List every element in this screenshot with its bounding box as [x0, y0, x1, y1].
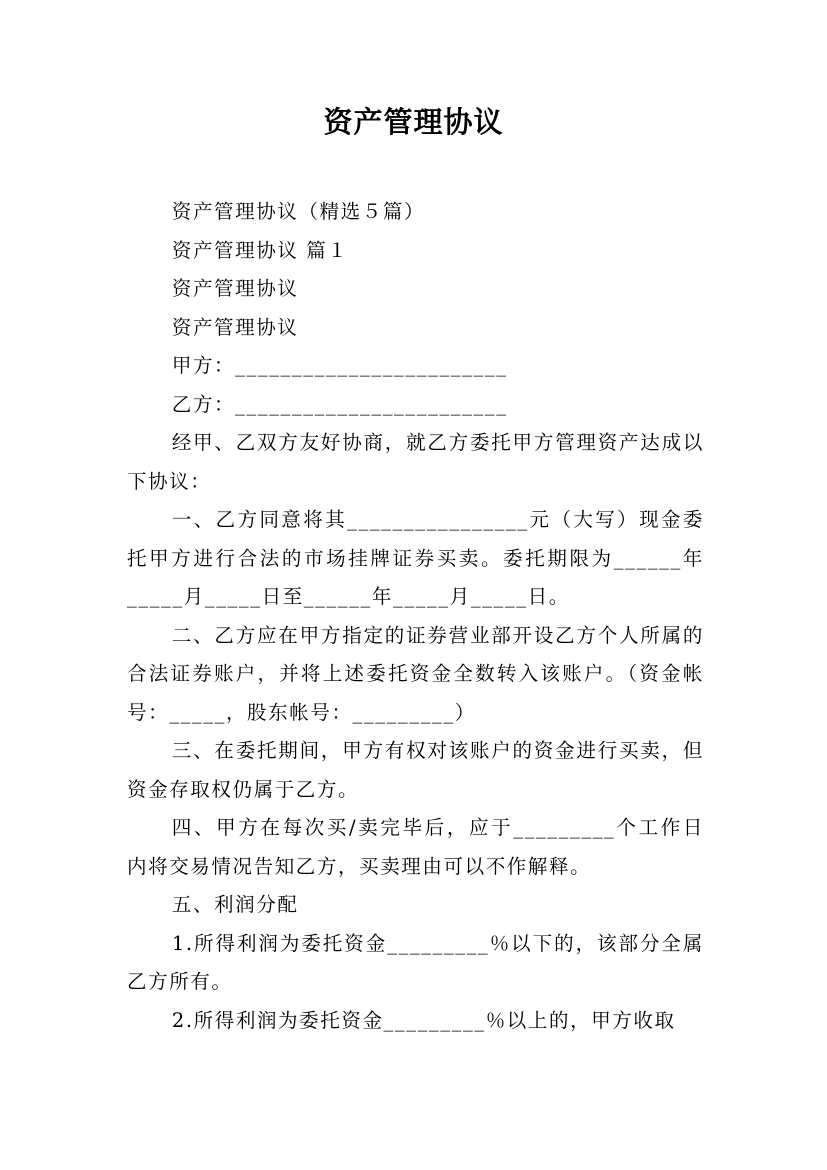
paragraph-intro: 经甲、乙双方友好协商，就乙方委托甲方管理资产达成以下协议：: [127, 431, 704, 493]
paragraph-section-heading: 资产管理协议 篇１: [171, 238, 349, 262]
clause-3: 三、在委托期间，甲方有权对该账户的资金进行买卖，但资金存取权仍属于乙方。: [127, 739, 704, 801]
paragraph-subtitle: 资产管理协议（精选５篇）: [171, 200, 426, 223]
clause-5-heading: 五、利润分配: [171, 893, 299, 916]
clause-5-item-2: 2.所得利润为委托资金_________％以上的，甲方收取: [171, 1008, 676, 1032]
paragraph-heading: 资产管理协议: [171, 315, 299, 339]
paragraph-heading: 资产管理协议: [171, 277, 299, 300]
clause-5-item-1: 1.所得利润为委托资金_________％以下的，该部分全属乙方所有。: [127, 931, 704, 993]
party-a-line: 甲方：________________________: [171, 354, 508, 377]
document-body: [127, 193, 704, 1040]
party-b-line: 乙方：________________________: [171, 392, 508, 416]
clause-4: 四、甲方在每次买/卖完毕后，应于_________个工作日内将交易情况告知乙方，买卖理由可以不作解释。: [127, 816, 704, 878]
document-title: 资产管理协议: [323, 105, 504, 139]
clause-2: 二、乙方应在甲方指定的证券营业部开设乙方个人所属的合法证券账户，并将上述委托资金全数转入该账户。（资金帐号：_____，股东帐号：_________）: [127, 623, 704, 724]
clause-1: 一、乙方同意将其________________元（大写）现金委托甲方进行合法的市场挂牌证券买卖。委托期限为______年_____月_____日至______年_____月_____日。: [127, 508, 704, 608]
